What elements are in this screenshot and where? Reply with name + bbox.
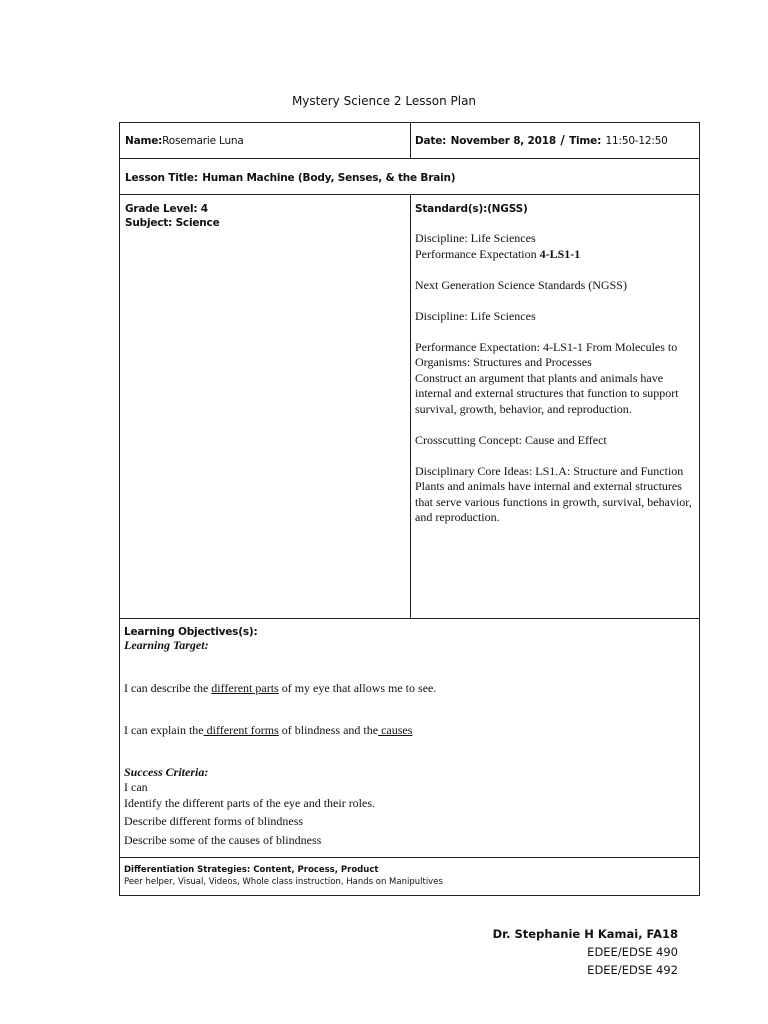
standards-heading: Standard(s):(NGSS)	[415, 203, 528, 215]
standards-discipline-2: Discipline: Life Sciences	[415, 308, 536, 323]
name-value: Rosemarie Luna	[162, 135, 244, 147]
date-time-cell	[411, 123, 699, 158]
criteria-item-1: Identify the different parts of the eye and their roles.	[124, 795, 376, 810]
header-row	[120, 123, 699, 159]
date-value: November 8, 2018	[450, 135, 556, 147]
criteria-item-2: Describe different forms of blindness	[124, 814, 304, 828]
lesson-title-row	[120, 159, 699, 195]
grade-standards-row	[120, 195, 699, 619]
document-title: Mystery Science 2 Lesson Plan	[291, 94, 477, 108]
learning-objectives-row	[120, 619, 699, 858]
target-2-mid: of blindness and the	[278, 723, 379, 737]
learning-target-2	[124, 723, 699, 739]
lesson-title-label: Lesson Title:	[125, 172, 198, 184]
standards-pe-argument: Construct an argument that plants and animals have internal and external structures that function to support survival, growth, behavior, and reproduction.	[415, 370, 679, 416]
target-2-underlined-2: causes	[378, 723, 413, 737]
lesson-title-cell	[120, 159, 699, 194]
target-1-underlined: different parts	[211, 680, 279, 695]
target-2-pre: I can explain the	[124, 723, 204, 737]
footer-course-490: EDEE/EDSE 490	[587, 945, 678, 959]
footer-instructor: Dr. Stephanie H Kamai, FA18	[492, 927, 678, 941]
grade-level-label: Grade Level: 4	[125, 203, 208, 215]
differentiation-cell	[120, 858, 699, 895]
criteria-item-3: Describe some of the causes of blindness	[124, 832, 322, 847]
target-2-underlined-1: different forms	[203, 723, 279, 737]
differentiation-text: Peer helper, Visual, Videos, Whole class instruction, Hands on Manipultives	[124, 877, 443, 887]
date-label: Date:	[415, 135, 447, 147]
footer-course-492: EDEE/EDSE 492	[587, 963, 678, 977]
differentiation-row	[120, 858, 699, 895]
standards-pe-prefix: Performance Expectation	[415, 246, 540, 261]
standards-pe-code: 4-LS1-1	[539, 246, 581, 261]
lesson-title-value: Human Machine (Body, Senses, & the Brain)	[202, 172, 456, 184]
time-value: 11:50-12:50	[605, 135, 668, 147]
standards-pe-line	[415, 247, 693, 263]
success-criteria-label: Success Criteria:	[124, 764, 209, 779]
standards-dci: Disciplinary Core Ideas: LS1.A: Structure and Function	[415, 463, 684, 478]
name-label: Name:	[125, 135, 163, 147]
standards-cell	[411, 195, 699, 618]
standards-crosscutting: Crosscutting Concept: Cause and Effect	[415, 432, 607, 447]
learning-objectives-heading: Learning Objectives(s):	[124, 626, 258, 638]
target-1-pre: I can describe the	[124, 680, 212, 695]
grade-subject-cell	[120, 195, 411, 618]
standards-discipline-1: Discipline: Life Sciences	[415, 231, 536, 245]
date-time-separator: /	[560, 133, 565, 147]
lesson-plan-table	[119, 122, 700, 896]
success-intro: I can	[124, 780, 148, 794]
standards-pe-full: Performance Expectation: 4-LS1-1 From Molecules to Organisms: Structures and Processes	[415, 339, 678, 369]
subject-label: Subject: Science	[125, 217, 220, 229]
standards-dci-text: Plants and animals have internal and external structures that serve various functions in growth, survival, behavior, and reproduction.	[415, 479, 692, 524]
name-cell	[120, 123, 411, 158]
time-label: Time:	[569, 135, 602, 147]
learning-target-1	[124, 681, 699, 697]
standards-ngss-name: Next Generation Science Standards (NGSS)	[415, 277, 627, 292]
differentiation-heading: Differentiation Strategies: Content, Process, Product	[124, 865, 379, 875]
target-1-post: of my eye that allows me to see.	[278, 680, 437, 695]
footer-credits	[493, 925, 678, 979]
learning-target-label: Learning Target:	[124, 638, 209, 652]
learning-objectives-cell	[120, 619, 699, 857]
